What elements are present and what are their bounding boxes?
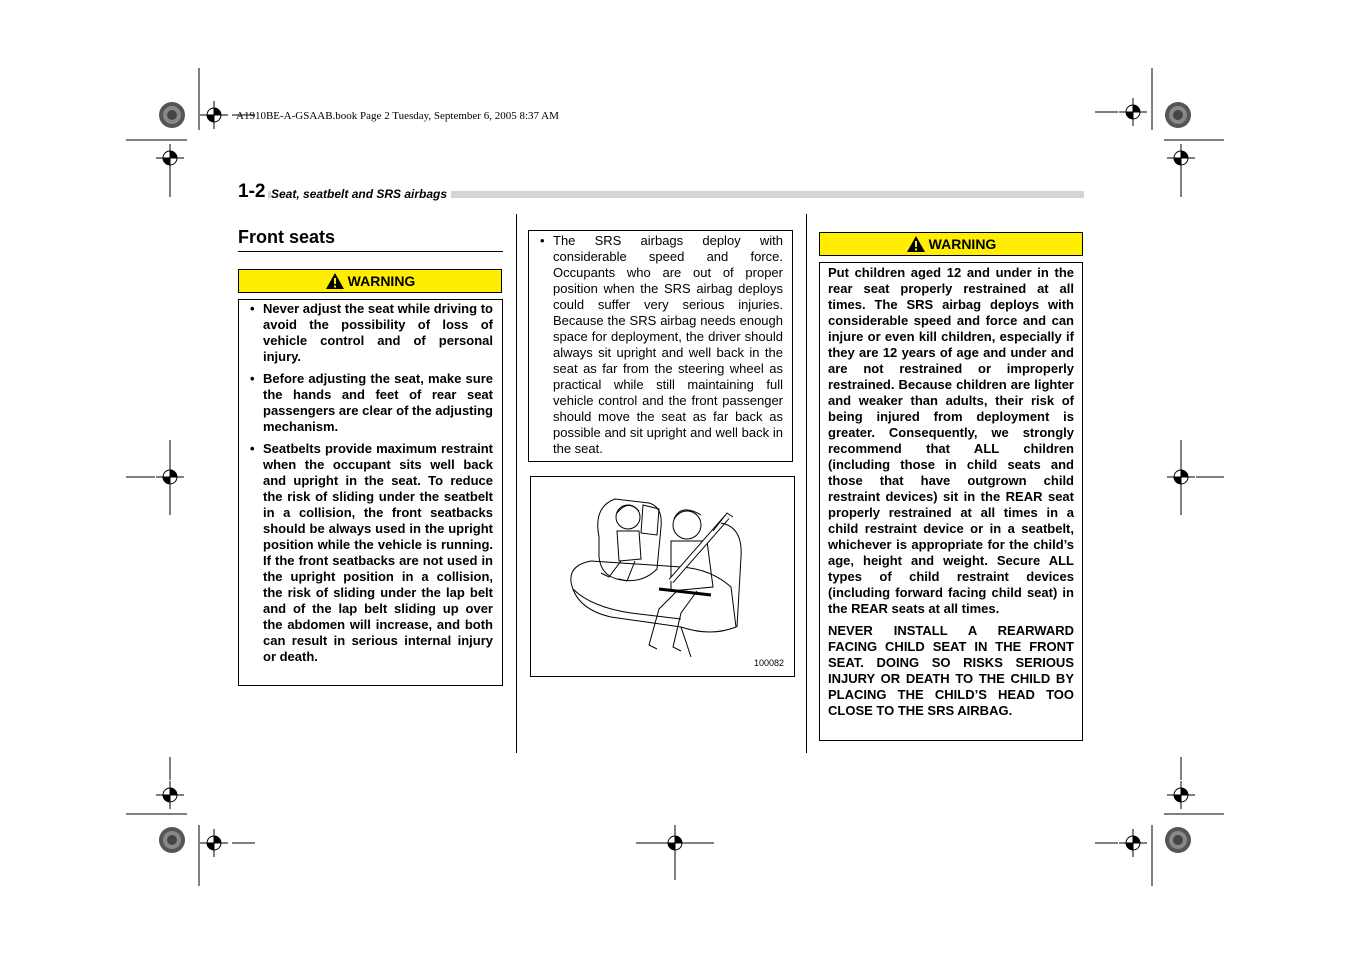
print-info: A1910BE-A-GSAAB.book Page 2 Tuesday, September 6, 2005 8:37 AM xyxy=(236,110,559,122)
warning-paragraph: Put children aged 12 and under in the rear seat properly restrained at all times. The SRS airbag deploys with considerable speed and force and can injure or even kill children, especially if they are 12 years of age and under and are not restrained or improperly restrained. Because children are lighter and weaker than adults, their risk of being injured from deployment is greater. Consequently, we strongly recommend that ALL children (including those in child seats and those that have outgrown child restraint devices) sit in the REAR seat properly restrained at all times in a child restraint device or in a seatbelt, whichever is appropriate for the child’s age, height and weight. Secure ALL types of child restraint devices (including forward facing child seat) in the REAR seats at all times. xyxy=(828,265,1074,616)
warning-paragraph: NEVER INSTALL A REARWARD FACING CHILD SEAT IN THE FRONT SEAT. DOING SO RISKS SERIOUS INJURY OR DEATH TO THE CHILD BY PLACING THE CHILD’S HEAD TOO CLOSE TO THE SRS AIRBAG. xyxy=(828,623,1074,718)
list-item: • Never adjust the seat while driving to avoid the possibility of loss of vehicle control and of personal injury. xyxy=(248,301,493,365)
warning-banner xyxy=(238,269,502,293)
list-item: • Before adjusting the seat, make sure the hands and feet of rear seat passengers are clear of the adjusting mechanism. xyxy=(248,371,493,435)
info-box xyxy=(528,230,793,462)
warning-triangle-icon xyxy=(325,272,345,290)
child-seat-illustration xyxy=(531,477,794,676)
page-title: Front seats xyxy=(238,227,503,252)
warning-label: WARNING xyxy=(928,236,997,252)
warning-banner xyxy=(819,232,1083,256)
list-item: • Seatbelts provide maximum restraint when the occupant sits well back and upright in the seat. To reduce the risk of sliding under the seatbelt in a collision, the front seatbacks should be always used in the upright position while the vehicle is running. If the front seatbacks are not used in the upright position in a collision, the risk of sliding under the lap belt and of the lap belt sliding up over the abdomen will increase, and both can result in serious internal injury or death. xyxy=(248,441,493,665)
color-target-icon xyxy=(159,102,185,128)
figure-box xyxy=(530,476,795,677)
page-number: 1-2 xyxy=(238,181,268,203)
warning-box xyxy=(238,299,503,686)
column-divider xyxy=(516,214,517,753)
column-divider xyxy=(806,214,807,753)
section-title: Seat, seatbelt and SRS airbags xyxy=(271,187,451,201)
warning-label: WARNING xyxy=(347,273,416,289)
warning-box xyxy=(819,262,1083,741)
figure-code: 100082 xyxy=(754,658,785,668)
warning-triangle-icon xyxy=(906,235,926,253)
list-item: • The SRS airbags deploy with considerable speed and force. Occupants who are out of proper position when the SRS airbag deploys could suffer very serious injuries. Because the SRS airbag needs enough space for deployment, the driver should always sit upright and well back in the seat as far from the steering wheel as practical while still maintaining full vehicle control and the front passenger should move the seat as far back as possible and sit upright and well back in the seat. xyxy=(538,233,783,457)
